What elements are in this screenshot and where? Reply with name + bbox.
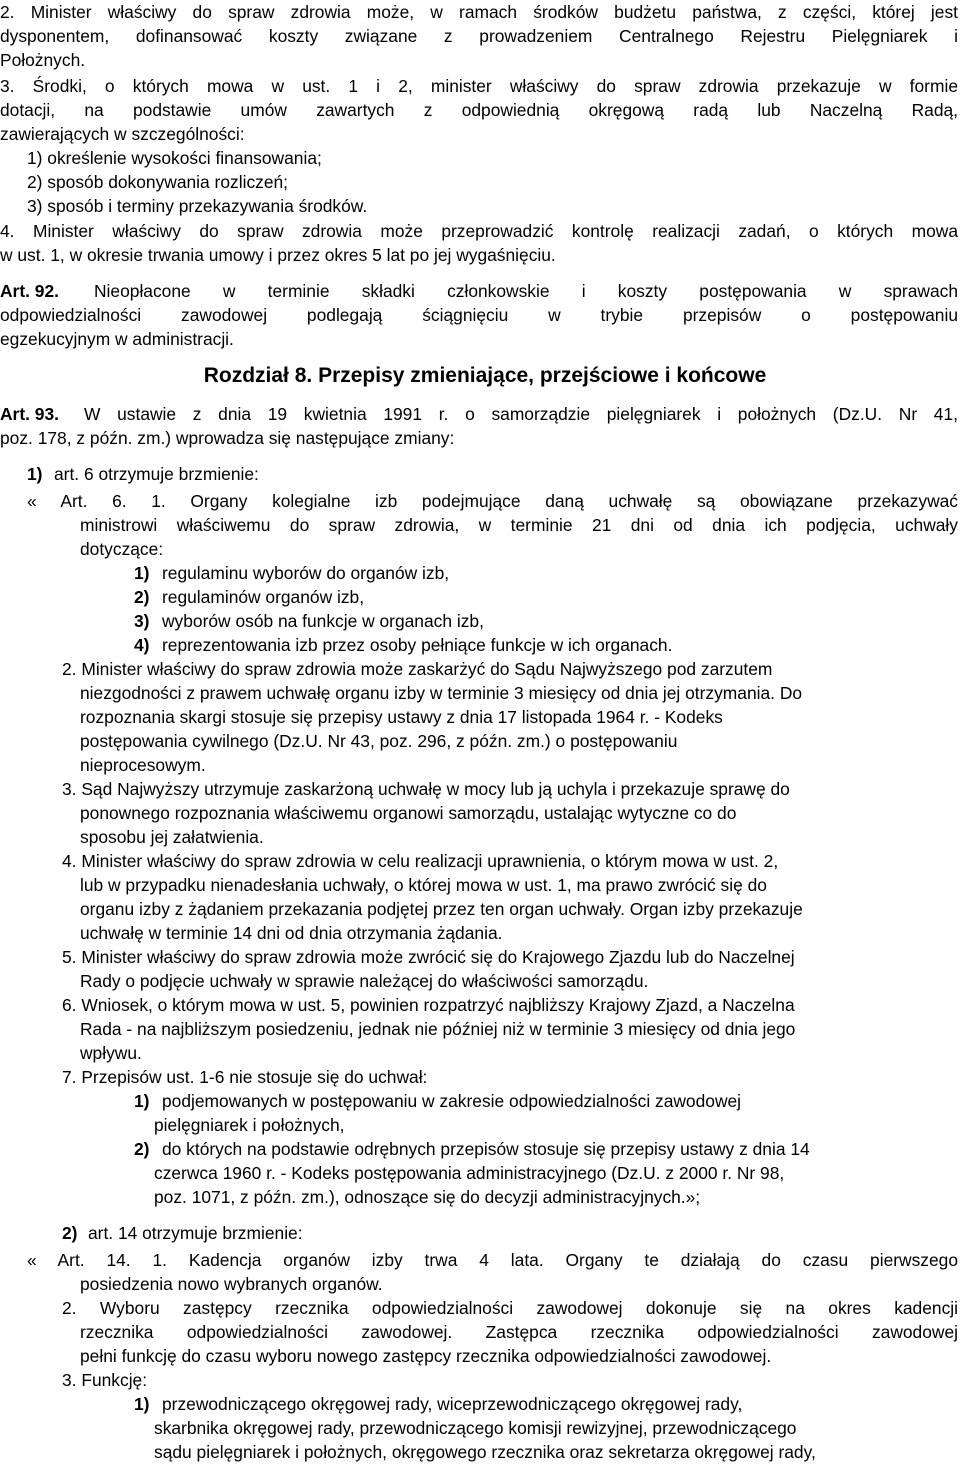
paragraph-line: Nieopłacone w terminie składki członkowskie i koszty postępowania w sprawach bbox=[94, 281, 958, 301]
paragraph-line: 4. Minister właściwy do spraw zdrowia może przeprowadzić kontrolę realizacji zadań, o których mowa bbox=[0, 221, 958, 241]
paragraph-line: poz. 178, z późn. zm.) wprowadza się następujące zmiany: bbox=[0, 428, 455, 448]
list-marker: 2) bbox=[134, 1139, 150, 1159]
quote-line: nieprocesowym. bbox=[80, 755, 206, 775]
quote-line: lub w przypadku nienadesłania uchwały, o której mowa w ust. 1, ma prawo zwrócić się do bbox=[80, 875, 767, 895]
quote-line: uchwałę w terminie 14 dni od dnia otrzymania żądania. bbox=[80, 923, 503, 943]
list-item: do których na podstawie odrębnych przepisów stosuje się przepisy ustawy z dnia 14 bbox=[162, 1139, 810, 1159]
paragraph-line: Położnych. bbox=[0, 50, 86, 70]
quote-line: dotyczące: bbox=[80, 539, 164, 559]
list-item: 1) określenie wysokości finansowania; bbox=[27, 148, 322, 168]
quote-line: Rada - na najbliższym posiedzeniu, jednak nie później niż w terminie 3 miesięcy od dnia jego bbox=[80, 1019, 796, 1039]
article-number: Art. 93. bbox=[0, 404, 59, 424]
list-item: art. 14 otrzymuje brzmienie: bbox=[88, 1223, 303, 1243]
quote-line: posiedzenia nowo wybranych organów. bbox=[80, 1274, 383, 1294]
quote-line: wpływu. bbox=[80, 1043, 142, 1063]
list-item: regulaminów organów izb, bbox=[162, 587, 365, 607]
quote-line: rozpoznania skargi stosuje się przepisy ustawy z dnia 17 listopada 1964 r. - Kodeks bbox=[80, 707, 723, 727]
list-item: wyborów osób na funkcje w organach izb, bbox=[162, 611, 484, 631]
paragraph-line: 2. Minister właściwy do spraw zdrowia może, w ramach środków budżetu państwa, z części, której jest bbox=[0, 2, 958, 22]
list-item: skarbnika okręgowej rady, przewodniczącego komisji rewizyjnej, przewodniczącego bbox=[154, 1418, 797, 1438]
quote-line: 3. Sąd Najwyższy utrzymuje zaskarżoną uchwałę w mocy lub ją uchyla i przekazuje sprawę do bbox=[62, 779, 790, 799]
quote-line: 2. Wyboru zastępcy rzecznika odpowiedzialności zawodowej dokonuje się na okres kadencji bbox=[62, 1298, 958, 1318]
list-marker: 1) bbox=[134, 563, 150, 583]
paragraph-line: 3. Środki, o których mowa w ust. 1 i 2, minister właściwy do spraw zdrowia przekazuje w formie bbox=[0, 76, 958, 96]
list-marker: 2) bbox=[62, 1223, 78, 1243]
list-marker: 2) bbox=[134, 587, 150, 607]
quote-line: ministrowi właściwemu do spraw zdrowia, w terminie 21 dni od dnia ich podjęcia, uchwały bbox=[80, 515, 958, 535]
list-item: pielęgniarek i położnych, bbox=[154, 1115, 345, 1135]
quote-line: niezgodności z prawem uchwałę organu izby w terminie 3 miesięcy od dnia jej otrzymania. Do bbox=[80, 683, 803, 703]
list-item: reprezentowania izb przez osoby pełniące funkcje w ich organach. bbox=[162, 635, 673, 655]
list-marker: 1) bbox=[134, 1394, 150, 1414]
paragraph-line: W ustawie z dnia 19 kwietnia 1991 r. o samorządzie pielęgniarek i położnych (Dz.U. Nr 41, bbox=[84, 404, 958, 424]
quote-line: ponownego rozpoznania właściwemu organowi samorządu, ustalając wytyczne co do bbox=[80, 803, 737, 823]
quote-line: 7. Przepisów ust. 1-6 nie stosuje się do uchwał: bbox=[62, 1067, 428, 1087]
list-marker: 1) bbox=[27, 464, 43, 484]
paragraph-line: egzekucyjnym w administracji. bbox=[0, 329, 234, 349]
list-item: regulaminu wyborów do organów izb, bbox=[162, 563, 450, 583]
quote-line: rzecznika odpowiedzialności zawodowej. Zastępca rzecznika odpowiedzialności zawodowej bbox=[80, 1322, 958, 1342]
paragraph-line: zawierających w szczególności: bbox=[0, 124, 245, 144]
quote-line: 4. Minister właściwy do spraw zdrowia w celu realizacji uprawnienia, o którym mowa w ust. 2, bbox=[62, 851, 779, 871]
quote-line: postępowania cywilnego (Dz.U. Nr 43, poz. 296, z późn. zm.) o postępowaniu bbox=[80, 731, 678, 751]
quote-line: 5. Minister właściwy do spraw zdrowia może zwrócić się do Krajowego Zjazdu lub do Naczelnej bbox=[62, 947, 795, 967]
list-item: 2) sposób dokonywania rozliczeń; bbox=[27, 172, 289, 192]
quote-line: organu izby z żądaniem przekazania podjętej przez ten organ uchwały. Organ izby przekazuje bbox=[80, 899, 803, 919]
article-number: Art. 92. bbox=[0, 281, 59, 301]
quote-line: sposobu jej załatwienia. bbox=[80, 827, 264, 847]
list-item: przewodniczącego okręgowej rady, wiceprzewodniczącego okręgowej rady, bbox=[162, 1394, 743, 1414]
quote-line: 2. Minister właściwy do spraw zdrowia może zaskarżyć do Sądu Najwyższego pod zarzutem bbox=[62, 659, 773, 679]
paragraph-line: dotacji, na podstawie umów zawartych z odpowiednią okręgową radą lub Naczelną Radą, bbox=[0, 100, 958, 120]
paragraph-line: odpowiedzialności zawodowej podlegają ściągnięciu w trybie przepisów o postępowaniu bbox=[0, 305, 958, 325]
quote-line: Rady o podjęcie uchwały w sprawie należącej do właściwości samorządu. bbox=[80, 971, 649, 991]
list-item: sądu pielęgniarek i położnych, okręgowego rzecznika oraz sekretarza okręgowej rady, bbox=[154, 1442, 816, 1462]
chapter-heading: Rozdział 8. Przepisy zmieniające, przejściowe i końcowe bbox=[203, 364, 767, 387]
quote-line: pełni funkcję do czasu wyboru nowego zastępcy rzecznika odpowiedzialności zawodowej. bbox=[80, 1346, 772, 1366]
quote-line: « Art. 14. 1. Kadencja organów izby trwa 4 lata. Organy te działają do czasu pierwszego bbox=[27, 1250, 958, 1270]
paragraph-line: w ust. 1, w okresie trwania umowy i przez okres 5 lat po jej wygaśnięciu. bbox=[0, 245, 556, 265]
list-item: art. 6 otrzymuje brzmienie: bbox=[54, 464, 259, 484]
list-item: poz. 1071, z późn. zm.), odnoszące się do decyzji administracyjnych.»; bbox=[154, 1187, 701, 1207]
quote-line: 3. Funkcję: bbox=[62, 1370, 148, 1390]
paragraph-line: dysponentem, dofinansować koszty związane z prowadzeniem Centralnego Rejestru Pielęgniarek i bbox=[0, 26, 958, 46]
list-marker: 3) bbox=[134, 611, 150, 631]
quote-line: 6. Wniosek, o którym mowa w ust. 5, powinien rozpatrzyć najbliższy Krajowy Zjazd, a Naczelna bbox=[62, 995, 795, 1015]
quote-line: « Art. 6. 1. Organy kolegialne izb podejmujące daną uchwałę są obowiązane przekazywać bbox=[27, 491, 958, 511]
list-marker: 1) bbox=[134, 1091, 150, 1111]
list-item: 3) sposób i terminy przekazywania środków. bbox=[27, 196, 368, 216]
list-marker: 4) bbox=[134, 635, 150, 655]
list-item: podjemowanych w postępowaniu w zakresie odpowiedzialności zawodowej bbox=[162, 1091, 742, 1111]
list-item: czerwca 1960 r. - Kodeks postępowania administracyjnego (Dz.U. z 2000 r. Nr 98, bbox=[154, 1163, 785, 1183]
